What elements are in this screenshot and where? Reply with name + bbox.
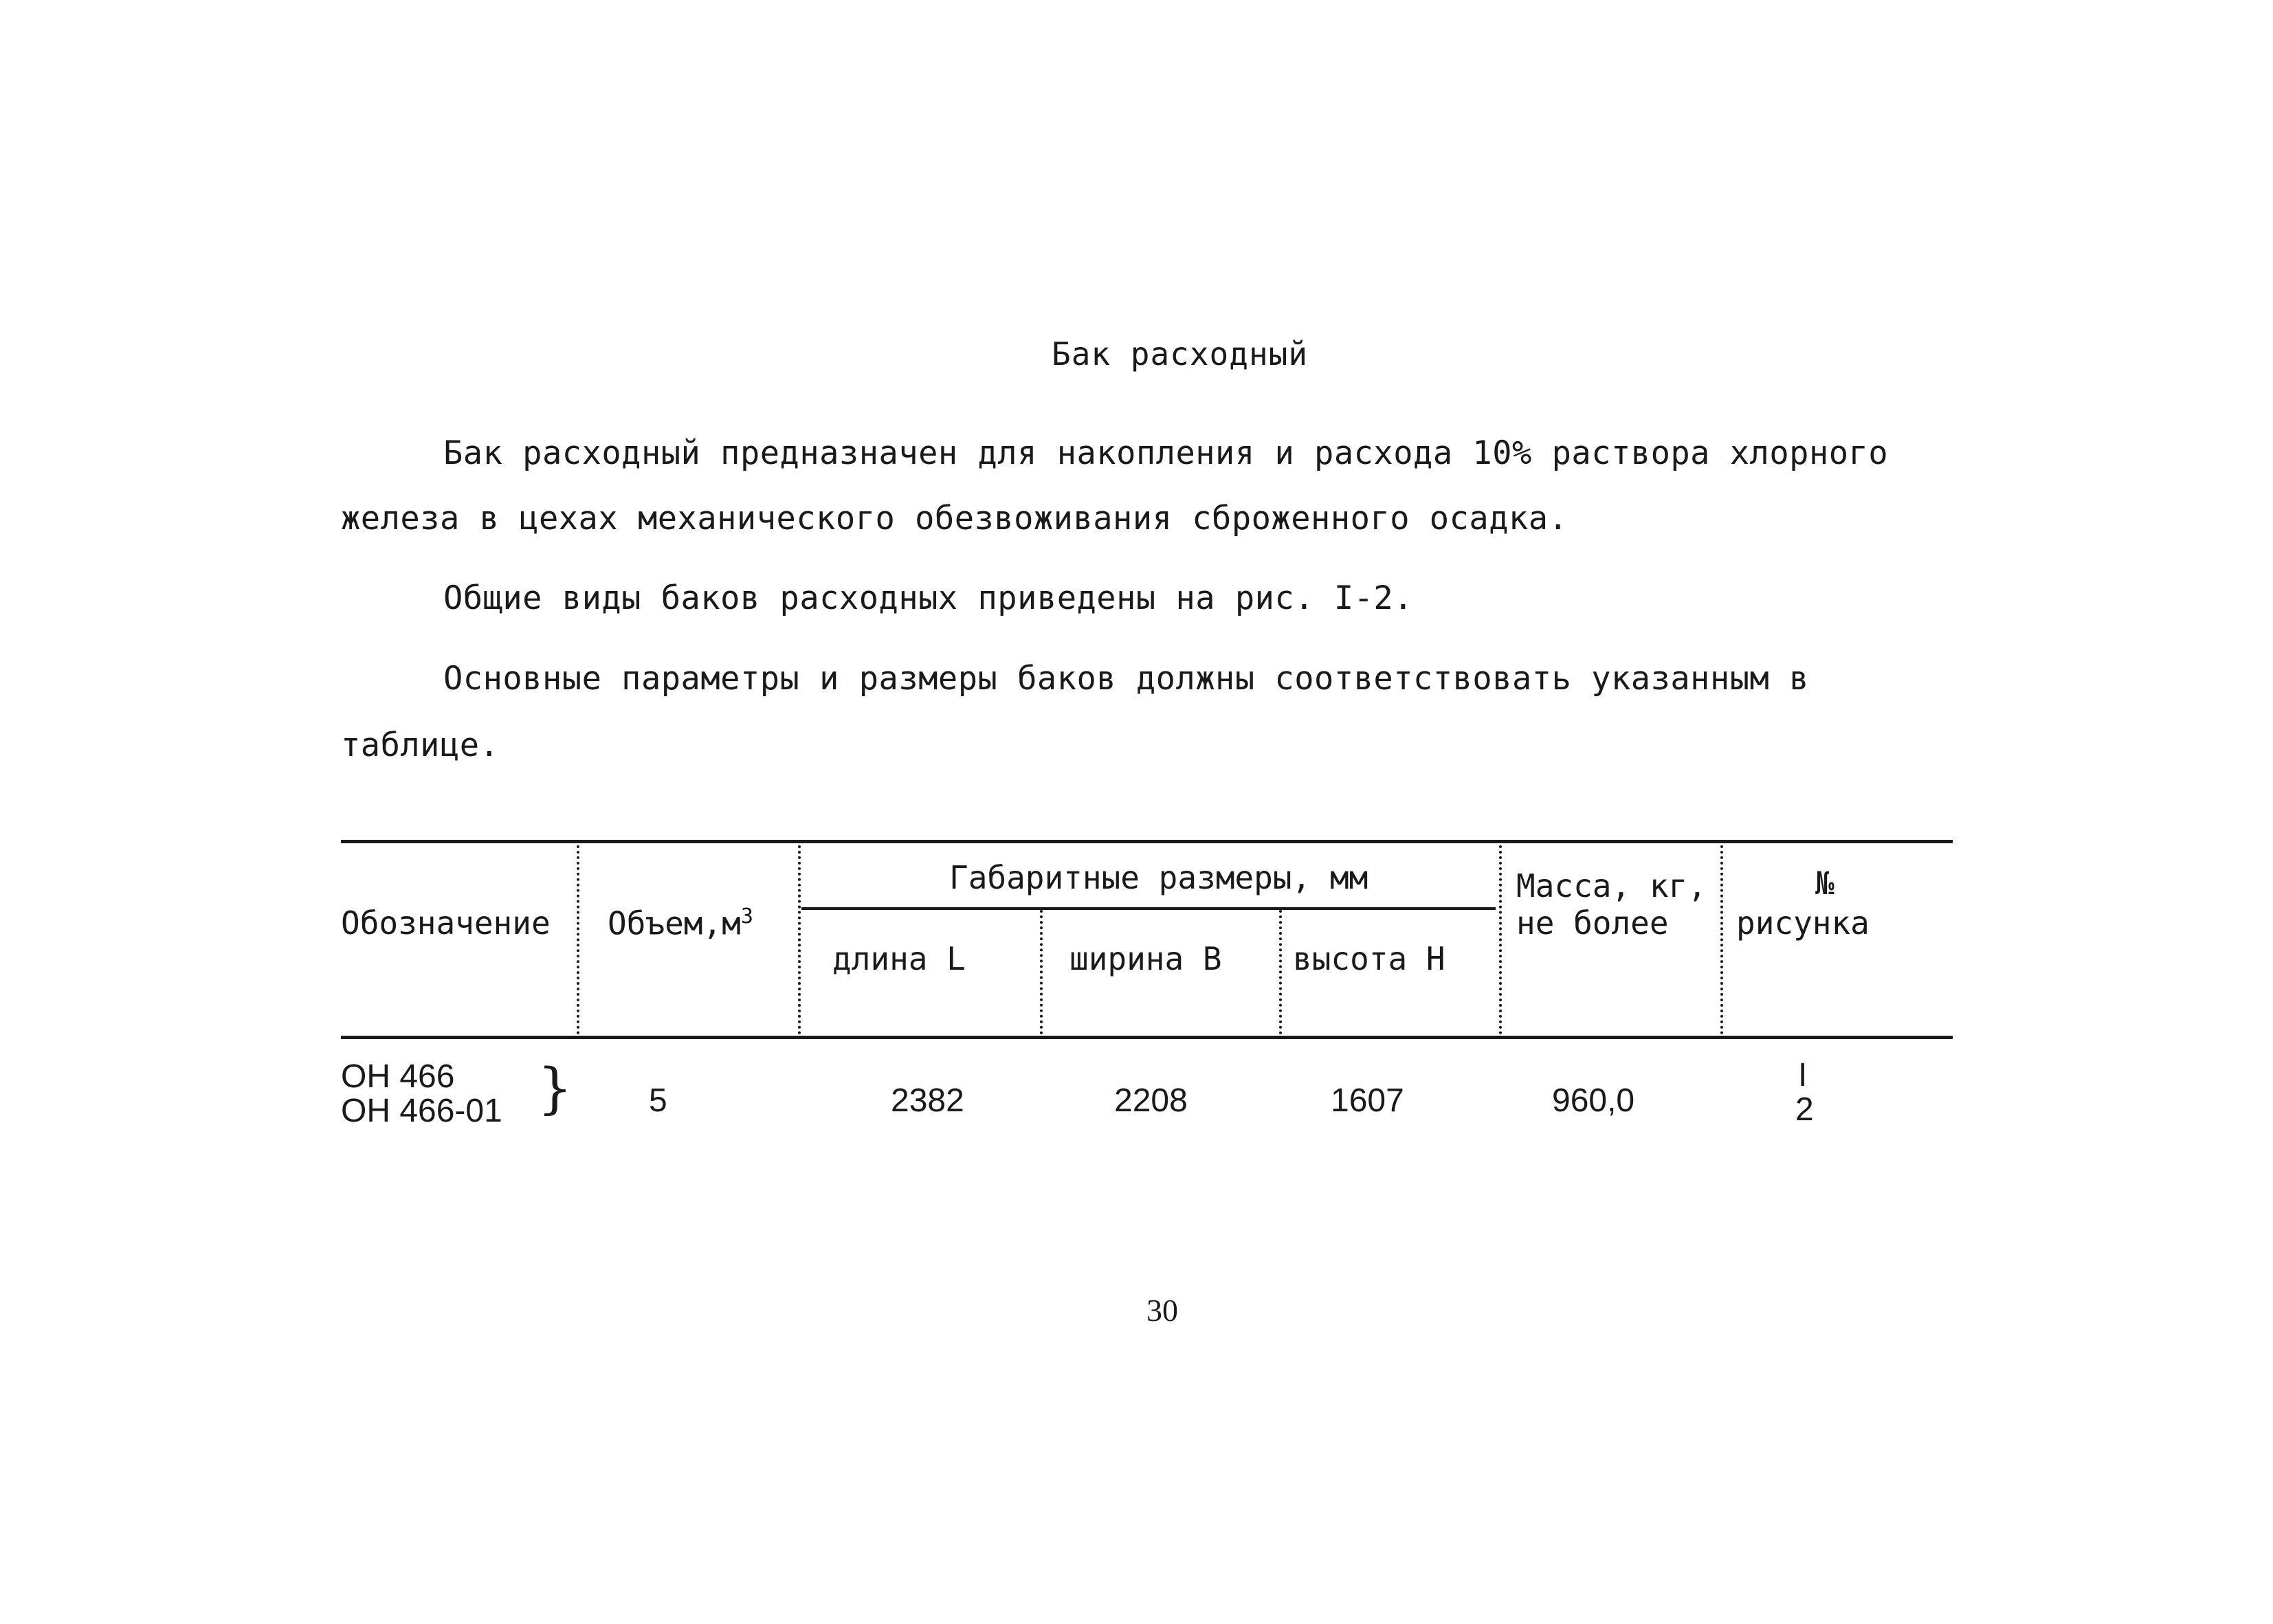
paragraph-1-line-2: железа в цехах механического обезвоживания сброженного осадка. (341, 500, 1568, 537)
document-title: Бак расходный (1052, 335, 1309, 372)
header-mass-line-2: не более (1516, 904, 1669, 942)
cell-width: 2208 (1114, 1082, 1188, 1119)
paragraph-1-line-1: Бак расходный предназначен для накопления и расхода 10% раствора хлорного (443, 434, 1889, 472)
paragraph-2: Общие виды баков расходных приведены на рис. I-2. (443, 579, 1414, 617)
paragraph-3-line-1: Основные параметры и размеры баков должны соответствовать указанным в (443, 660, 1809, 698)
page-number: 30 (1146, 1293, 1178, 1328)
designation-brace: } (537, 1056, 573, 1120)
header-volume (608, 904, 753, 942)
cell-figure-2: 2 (1795, 1091, 1814, 1128)
header-height: высота H (1293, 940, 1445, 977)
table-column-divider (798, 845, 801, 1034)
table-column-divider (1499, 845, 1502, 1034)
table-column-divider (1279, 910, 1282, 1034)
header-width: ширина B (1069, 940, 1222, 977)
header-mass-line-1: Масса, кг, (1516, 867, 1707, 904)
cell-mass: 960,0 (1552, 1082, 1635, 1119)
table-column-divider (1720, 845, 1723, 1034)
cell-height: 1607 (1331, 1082, 1404, 1119)
cell-designation-1: ОН 466 (341, 1058, 455, 1095)
cell-volume: 5 (649, 1082, 667, 1119)
paragraph-3-line-2: таблице. (341, 726, 500, 764)
header-designation: Обозначение (341, 904, 551, 942)
header-figure-line-2: рисунка (1736, 904, 1870, 942)
cell-length: 2382 (891, 1082, 964, 1119)
cell-figure-1: I (1798, 1057, 1808, 1093)
table-subheader-rule (801, 907, 1496, 910)
table-top-rule (341, 840, 1953, 843)
table-column-divider (577, 845, 579, 1034)
parameters-table (341, 840, 1953, 1129)
table-column-divider (1040, 910, 1043, 1034)
header-volume-text: Объем,м (608, 904, 741, 942)
cell-designation-2: ОН 466-01 (341, 1093, 502, 1129)
header-length: длина L (832, 940, 966, 977)
table-header-rule (341, 1036, 1953, 1039)
header-dimensions: Габаритные размеры, мм (949, 859, 1368, 896)
header-figure-line-1: № (1815, 865, 1834, 902)
header-volume-superscript: 3 (740, 904, 753, 928)
